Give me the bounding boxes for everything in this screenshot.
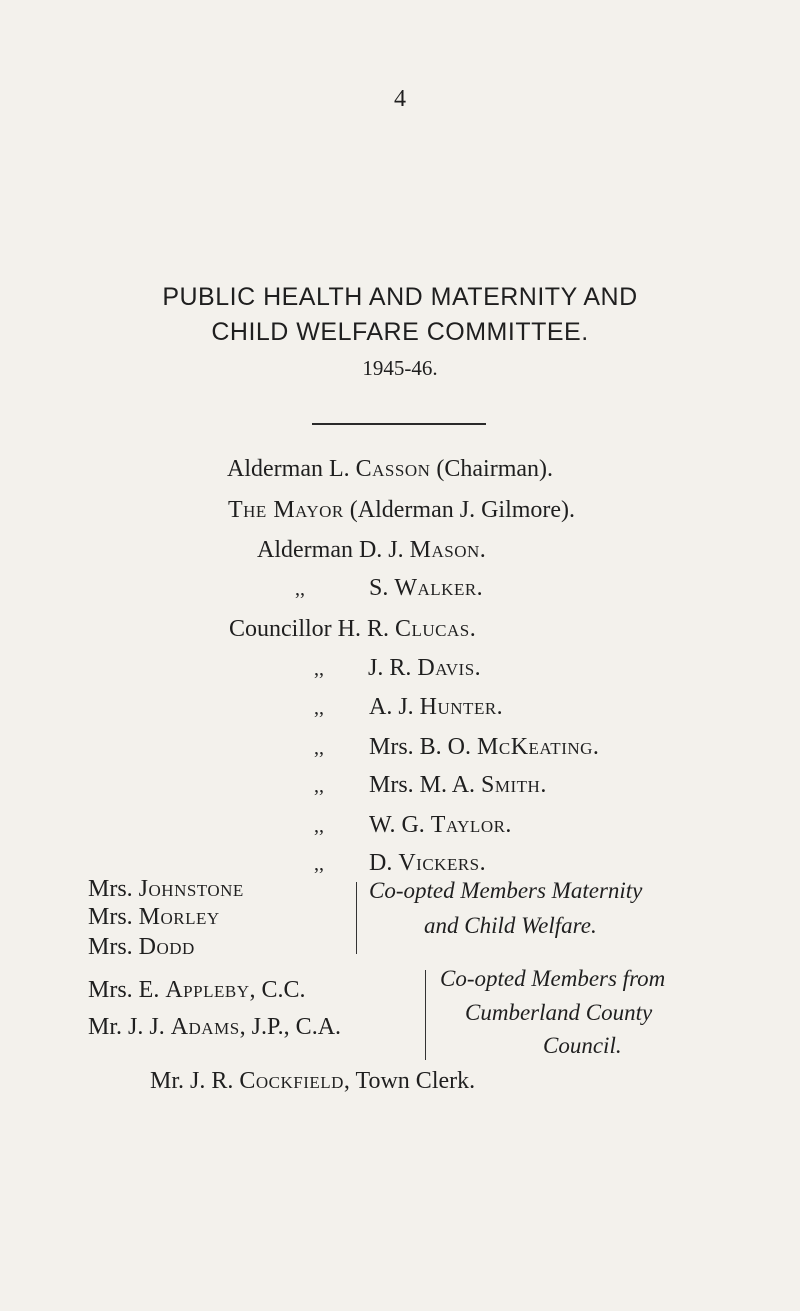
page-number: 4 [394, 86, 406, 112]
coopted-maternity-note-line-2: and Child Welfare. [424, 913, 597, 938]
ditto-mark: ,, [314, 853, 324, 875]
coopted-member-adams: Mr. J. J. Adams, J.P., C.A. [88, 1014, 342, 1040]
town-clerk: Mr. J. R. Cockfield, Town Clerk. [150, 1068, 476, 1094]
group-brace [356, 882, 357, 954]
coopted-member-morley: Mrs. Morley [88, 904, 220, 930]
ditto-mark: ,, [314, 737, 324, 759]
committee-year: 1945-46. [362, 356, 438, 380]
ditto-mark: ,, [314, 658, 324, 680]
coopted-county-note-line-1: Co-opted Members from [440, 966, 666, 991]
ditto-mark: ,, [314, 775, 324, 797]
ditto-mark: ,, [314, 815, 324, 837]
coopted-maternity-note-line-1: Co-opted Members Maternity [369, 878, 643, 903]
committee-title-line-2: CHILD WELFARE COMMITTEE. [211, 318, 589, 346]
coopted-county-note-line-2: Cumberland County [465, 1000, 653, 1025]
coopted-county-note-line-3: Council. [543, 1033, 622, 1058]
coopted-member-dodd: Mrs. Dodd [88, 934, 195, 960]
group-brace [425, 970, 426, 1060]
coopted-member-appleby: Mrs. E. Appleby, C.C. [88, 977, 306, 1003]
member-chairman: Alderman L. Casson (Chairman). [227, 456, 553, 482]
member-alderman-mason: Alderman D. J. Mason. [257, 537, 487, 563]
ditto-mark: ,, [314, 697, 324, 719]
member-councillor-clucas: Councillor H. R. Clucas. [229, 616, 477, 642]
member-mayor: The Mayor (Alderman J. Gilmore). [228, 497, 576, 523]
committee-title-line-1: PUBLIC HEALTH AND MATERNITY AND [162, 283, 638, 311]
divider-rule [312, 423, 486, 425]
ditto-mark: ,, [295, 578, 305, 600]
coopted-member-johnstone: Mrs. Johnstone [88, 876, 244, 902]
